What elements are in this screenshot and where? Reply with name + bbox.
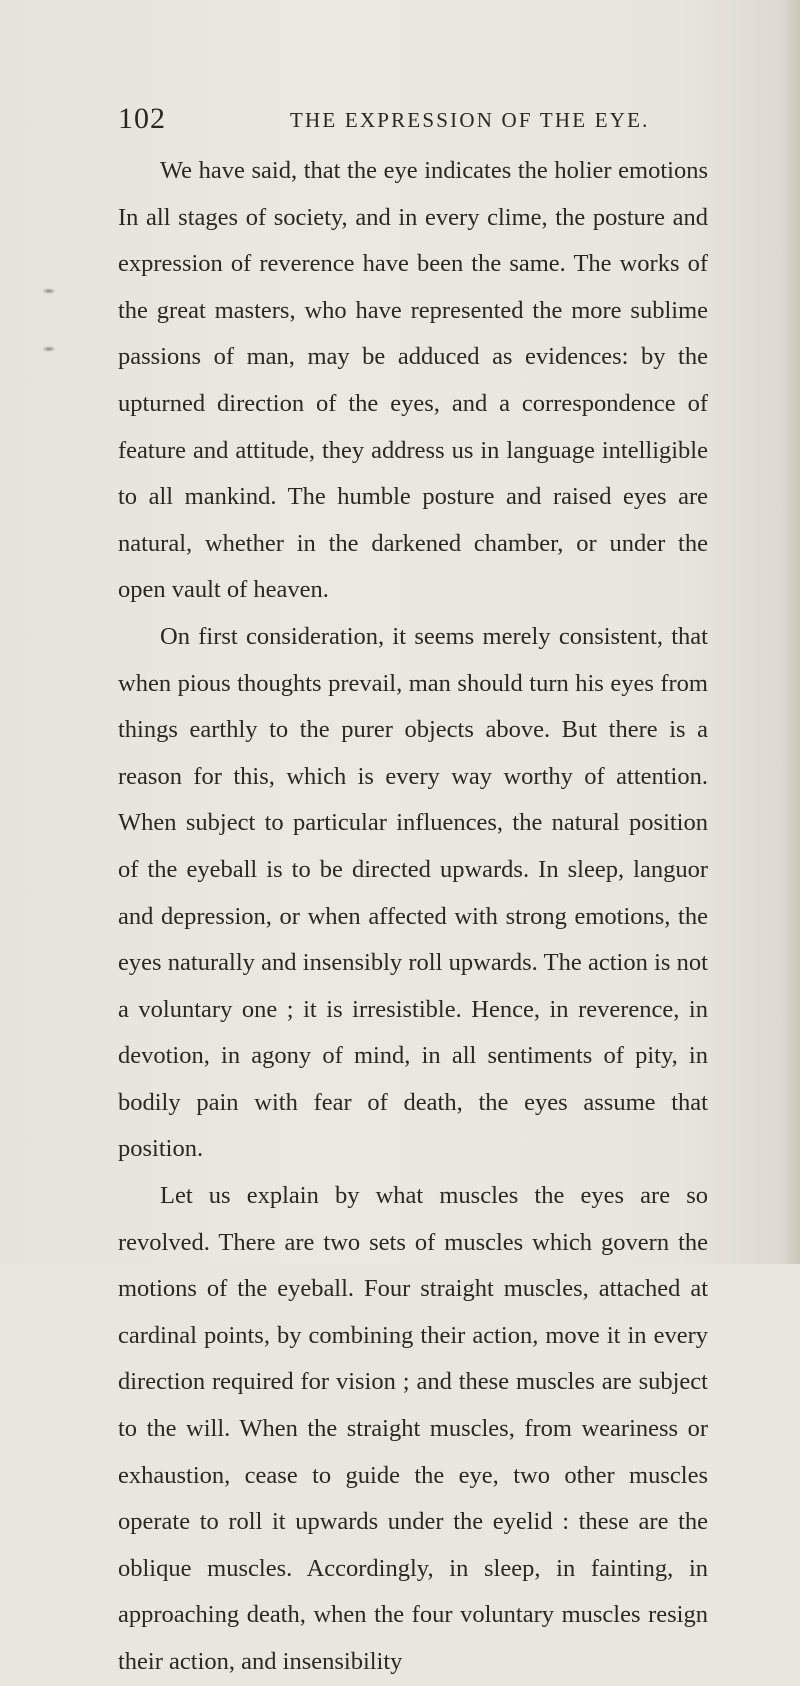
paragraph: Let us explain by what muscles the eyes are so revolved. There are two sets of muscles which govern the motions of the eyeball. Four straight muscles, attached at cardinal points, by combining their action, move it in every direction required for vision ; and these muscles are subject to the will. When the straight muscles, from weariness or exhaustion, cease to guide the eye, two other muscles operate to roll it upwards under the eyelid : these are the oblique muscles. Accordingly, in sleep, in fainting, in approaching death, when the four voluntary muscles resign their action, and insensibility [118, 1182, 708, 1675]
margin-smudge [42, 346, 56, 352]
paragraph: We have said, that the eye indicates the holier emotions In all stages of society, and in every clime, the posture and expression of reverence have been the same. The works of the great masters, who have represented the more sublime passions of man, may be adduced as evidences: by the upturned direction of the eyes, and a correspondence of feature and attitude, they address us in language intelligible to all mankind. The humble posture and raised eyes are natural, whether in the darkened chamber, or under the open vault of heaven. [118, 157, 708, 604]
paragraph: On first consideration, it seems merely consistent, that when pious thoughts prevail, man should turn his eyes from things earthly to the purer objects above. But there is a reason for this, which is every way worthy of attention. When subject to particular influences, the natural position of the eyeball is to be directed upwards. In sleep, languor and depression, or when affected with strong emotions, the eyes naturally and insensibly roll upwards. The action is not a voluntary one ; it is irresistible. Hence, in reverence, in devotion, in agony of mind, in all sentiments of pity, in bodily pain with fear of death, the eyes assume that position. [118, 622, 708, 1163]
running-title: THE EXPRESSION OF THE EYE. [290, 108, 650, 132]
page-edge-shadow [782, 0, 800, 1264]
margin-smudge [42, 288, 56, 294]
running-head [118, 100, 700, 140]
page-number: 102 [118, 102, 166, 135]
body-text [118, 148, 708, 1686]
